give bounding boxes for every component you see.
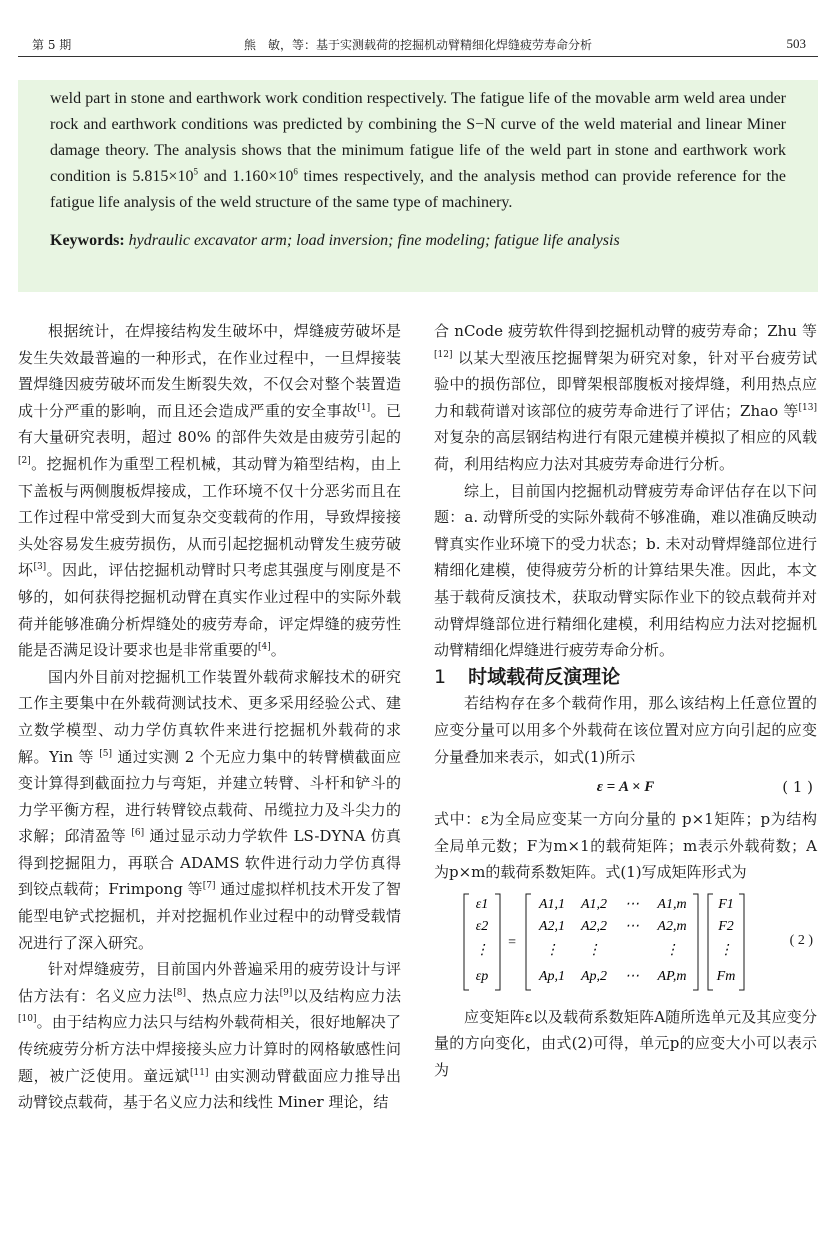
keywords-label: Keywords:	[50, 232, 125, 249]
matrix-cell-a: Ap,2	[580, 968, 608, 984]
page-number: 503	[786, 36, 806, 51]
citation[interactable]: [1]	[357, 402, 371, 413]
paragraph: 根据统计，在焊接结构发生破坏中，焊缝疲劳破坏是发生失效最普遍的一种形式，在作业过程中，一旦焊接装置焊缝因疲劳破坏而发生断裂失效，不仅会对整个装置造成十分严重的影响，而且还会造成严重的安全事故[1]。已有大量研究表明，超过 80% 的部件失效是由疲劳引起的[2]。挖掘机作为重型工程机械，其动臂为箱型结构，由上下盖板与两侧腹板焊接成，工作环境不仅十分恶劣而且在工作过程中常受到大而复杂交变载荷的作用，导致焊接接头处容易发生疲劳损伤，从而引起挖掘机动臂发生疲劳破坏[3]。因此，评估挖掘机动臂时只考虑其强度与刚度是不够的，如何获得挖掘机动臂在真实作业过程中的实际外载荷并能够准确分析焊缝处的疲劳寿命，评定焊缝的疲劳性能是否满足设计要求也是非常重要的[4]。	[18, 322, 401, 660]
issue-label: 第 5 期	[32, 38, 72, 52]
equation-expression: ε = A × F	[596, 779, 655, 796]
bracket-left	[708, 894, 713, 990]
matrix-cell-a: A2,1	[538, 918, 566, 934]
matrix-cell-a: ⋯	[625, 896, 639, 912]
matrix-cell-epsilon: ε1	[475, 896, 489, 912]
paragraph: 应变矩阵ε以及载荷系数矩阵A随所选单元及其应变分量的方向变化，由式(2)可得，单元p的应变大小可以表示为	[434, 1007, 817, 1080]
citation[interactable]: [4]	[258, 642, 271, 653]
section-heading	[434, 664, 817, 691]
bracket-right	[495, 894, 500, 990]
matrix-cell-epsilon: ⋮	[475, 942, 489, 958]
paragraph: 若结构存在多个载荷作用，那么该结构上任意位置的应变分量可以用多个外载荷在该位置对应方向引起的应变分量叠加来表示，如式(1)所示	[434, 694, 817, 766]
matrix-cell-a: A1,m	[657, 896, 687, 912]
bracket-left	[464, 894, 469, 990]
citation[interactable]: [3]	[33, 562, 47, 573]
matrix-cell-a: A1,2	[580, 896, 608, 912]
matrix-cell-epsilon: ε2	[475, 918, 489, 934]
paragraph: 式中：ε为全局应变某一方向分量的 p×1矩阵；p为结构全局单元数；F为m×1的载荷矩阵；m表示外载荷数；A为p×m的载荷系数矩阵。式(1)写成矩阵形式为	[434, 810, 817, 882]
citation[interactable]: [8]	[173, 987, 186, 998]
matrix-cell-a: ⋯	[625, 968, 639, 984]
right-column	[434, 318, 817, 1084]
bracket-right	[693, 894, 698, 990]
matrix-cell-f: F1	[718, 896, 734, 912]
matrix-cell-a: A2,m	[657, 918, 687, 934]
bracket-right	[739, 894, 744, 990]
matrix-cell-f: F2	[718, 918, 734, 934]
matrix-cell-a: Ap,1	[538, 968, 566, 984]
matrix-cell-a: ⋯	[625, 918, 639, 934]
citation[interactable]: [12]	[434, 349, 453, 360]
citation[interactable]: [10]	[18, 1014, 37, 1025]
matrix-cell-a: A2,2	[580, 918, 608, 934]
abstract-text: weld part in stone and earthwork work condition respectively. The fatigue life of the movable arm weld area under rock and earthwork conditions was predicted by combining the S−N curve of the weld material and linear Miner damage theory. The analysis shows that the minimum fatigue life of the weld part in stone and earthwork work condition is $5.815\times 10^5$ and $1.160\times 10^6$ times respectively, and the analysis method can provide reference for the fatigue life analysis of the weld structure of the same type of machinery.	[50, 90, 786, 211]
matrix-cell-a: ⋮	[545, 942, 559, 958]
matrix-cell-epsilon: εp	[475, 968, 489, 984]
abstract-box	[18, 80, 818, 292]
matrix-equation	[460, 892, 770, 994]
equation-number: ( 2 )	[789, 932, 813, 948]
running-header	[18, 34, 818, 57]
citation[interactable]: [13]	[798, 402, 817, 413]
matrix-cell-a: ⋮	[665, 942, 679, 958]
keywords	[50, 228, 786, 254]
section-title: 时域载荷反演理论	[468, 665, 621, 688]
left-column	[18, 318, 401, 1116]
matrix-cell-f: Fm	[716, 968, 736, 984]
running-title: 熊 敏，等：基于实测载荷的挖掘机动臂精细化焊缝疲劳寿命分析	[243, 38, 592, 52]
bracket-left	[526, 894, 531, 990]
citation[interactable]: [9]	[279, 987, 293, 998]
section-number: 1	[434, 665, 447, 688]
equation-1	[434, 774, 817, 802]
matrix-cell-f: ⋮	[719, 942, 733, 958]
matrix-cell-a: ⋮	[587, 942, 601, 958]
citation[interactable]: [6]	[131, 828, 145, 839]
paragraph: 国内外目前对挖掘机工作装置外载荷求解技术的研究工作主要集中在外载荷测试技术、更多采用经验公式、建立数学模型、动力学仿真软件来进行挖掘机外载荷的求解。Yin 等 [5] 通过实测 2 个无应力集中的转臂横截面应变计算得到截面拉力与弯矩，并建立转臂、斗杆和铲斗的力学平衡方程，进行转臂铰点载荷、吊缆拉力及斗尖力的求解；邱清盈等 [6] 通过显示动力学软件 LS-DYNA 仿真得到挖掘阻力，再联合 ADAMS 软件进行动力学仿真得到铰点载荷；Frimpong 等[7] 通过虚拟样机技术开发了智能型电铲式挖掘机，并对挖掘机作业过程中的动臂受载情况进行了深入研究。	[18, 667, 401, 952]
paragraph: 针对焊缝疲劳，目前国内外普遍采用的疲劳设计与评估方法有：名义应力法[8]、热点应力法[9]以及结构应力法[10]。由于结构应力法只与结构外载荷相关，很好地解决了传统疲劳分析方法中焊接接头应力计算时的网格敏感性问题，被广泛使用。童远斌[11] 由实测动臂截面应力推导出动臂铰点载荷，基于名义应力法和线性 Miner 理论，结	[18, 960, 401, 1112]
citation[interactable]: [2]	[18, 455, 31, 466]
citation[interactable]: [7]	[202, 881, 216, 892]
paragraph: 合 nCode 疲劳软件得到挖掘机动臂的疲劳寿命；Zhu 等[12] 以某大型液压挖掘臂架为研究对象，针对平台疲劳试验中的损伤部位，即臂架根部腹板对接焊缝，利用热点应力和载荷谱对该部位的疲劳寿命进行了评估；Zhao 等[13] 对复杂的高层钢结构进行有限元建模并模拟了相应的风载荷，利用结构应力法对其疲劳寿命进行分析。	[434, 322, 817, 473]
paragraph: 综上，目前国内挖掘机动臂疲劳寿命评估存在以下问题：a. 动臂所受的实际外载荷不够准确，难以准确反映动臂真实作业环境下的受力状态；b. 未对动臂焊缝部位进行精细化建模，使得疲劳分析的计算结果失准。因此，本文基于载荷反演技术，获取动臂实际作业下的铰点载荷并对动臂焊缝部位进行精细化建模，利用结构应力法对挖掘机动臂精细化焊缝进行疲劳寿命分析。	[434, 481, 817, 660]
citation[interactable]: [5]	[99, 748, 113, 759]
matrix-cell-a: AP,m	[657, 968, 687, 984]
equation-number: ( 1 )	[782, 778, 813, 797]
matrix-cell-a: A1,1	[538, 896, 566, 912]
equals-sign: =	[507, 934, 517, 950]
equation-2	[434, 892, 817, 994]
keywords-terms: hydraulic excavator arm; load inversion; fine modeling; fatigue life analysis	[124, 232, 620, 249]
citation[interactable]: [11]	[190, 1067, 209, 1078]
